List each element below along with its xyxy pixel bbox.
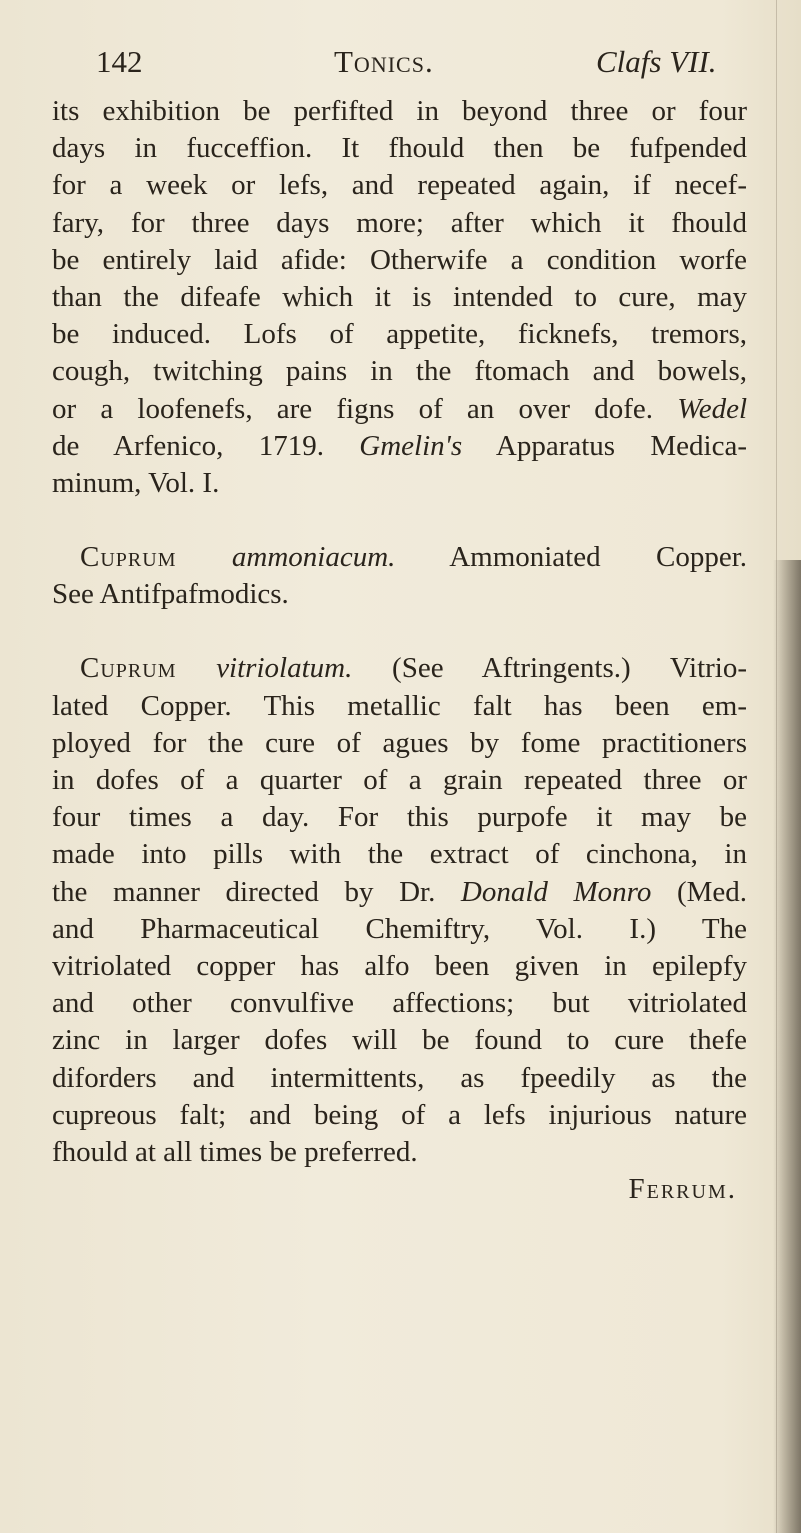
text-line: days in fucceffion. It fhould then be fufpended: [52, 132, 747, 165]
text-line: four times a day. For this purpofe it may be: [52, 801, 747, 834]
text-line: in dofes of a quarter of a grain repeated three or: [52, 764, 747, 796]
text-line: [52, 391, 747, 428]
paragraph-gap: [52, 613, 747, 650]
text-line: its exhibition be perfifted in beyond three or four: [52, 95, 747, 127]
text-line: minum, Vol. I.: [52, 466, 220, 499]
text-line: cough, twitching pains in the ftomach and bowels,: [52, 355, 747, 388]
section-label: Clafs VII.: [596, 44, 717, 79]
entry-name-latin: vitriolatum.: [216, 652, 353, 685]
entry-name-english: Ammoniated Copper.: [449, 541, 748, 574]
entry-heading: [52, 650, 747, 687]
text-line: fhould at all times be preferred.: [52, 1135, 418, 1168]
person-name: Donald Monro: [460, 875, 652, 908]
citation-work: Apparatus Medica-: [495, 429, 747, 462]
citation-author: Gmelin's: [359, 429, 463, 462]
entry-heading: [52, 539, 747, 576]
text-line: and Pharmaceutical Chemiftry, Vol. I.) The: [52, 912, 747, 945]
text-line: and other convulfive affections; but vitriolated: [52, 987, 747, 1020]
text-line: cupreous falt; and being of a lefs injurious nature: [52, 1098, 747, 1131]
body-text: [52, 93, 747, 1208]
running-header: [96, 44, 726, 84]
text-line: vitriolated copper has alfo been given in epilepfy: [52, 949, 747, 982]
text-line: be induced. Lofs of appetite, ficknefs, tremors,: [52, 318, 747, 351]
text-line: made into pills with the extract of cinchona, in: [52, 838, 747, 871]
text-fragment: or a loofenefs, are figns of an over dofe.: [52, 392, 653, 425]
text-line: zinc in larger dofes will be found to cure thefe: [52, 1024, 747, 1057]
text-line: lated Copper. This metallic falt has been em-: [52, 689, 747, 722]
text-line: be entirely laid afide: Otherwife a condition worfe: [52, 243, 747, 276]
text-line: ployed for the cure of agues by fome practitioners: [52, 726, 747, 759]
text-line: [52, 874, 747, 911]
text-line: fary, for three days more; after which it fhould: [52, 206, 747, 239]
text-fragment: the manner directed by Dr.: [52, 875, 436, 908]
page-edge-shadow: [773, 560, 801, 1533]
page-number: 142: [96, 44, 143, 79]
text-fragment: (Med.: [676, 875, 748, 908]
entry-name-caps: Cuprum: [80, 541, 177, 574]
text-line: [52, 428, 747, 465]
text-line: See Antifpafmodics.: [52, 578, 289, 611]
entry-name-latin: ammoniacum.: [231, 541, 396, 574]
text-line: for a week or lefs, and repeated again, if necef-: [52, 169, 747, 202]
citation-work: de Arfenico, 1719.: [52, 429, 324, 462]
paragraph-gap: [52, 502, 747, 539]
text-line: than the difeafe which it is intended to cure, may: [52, 280, 747, 313]
entry-name-caps: Cuprum: [80, 652, 177, 685]
citation-author: Wedel: [677, 392, 747, 425]
text-fragment: (See Aftringents.) Vitrio-: [392, 652, 748, 685]
text-line: diforders and intermittents, as fpeedily as the: [52, 1061, 747, 1094]
catchword: Ferrum.: [628, 1173, 737, 1206]
running-title: Tonics.: [334, 44, 434, 79]
